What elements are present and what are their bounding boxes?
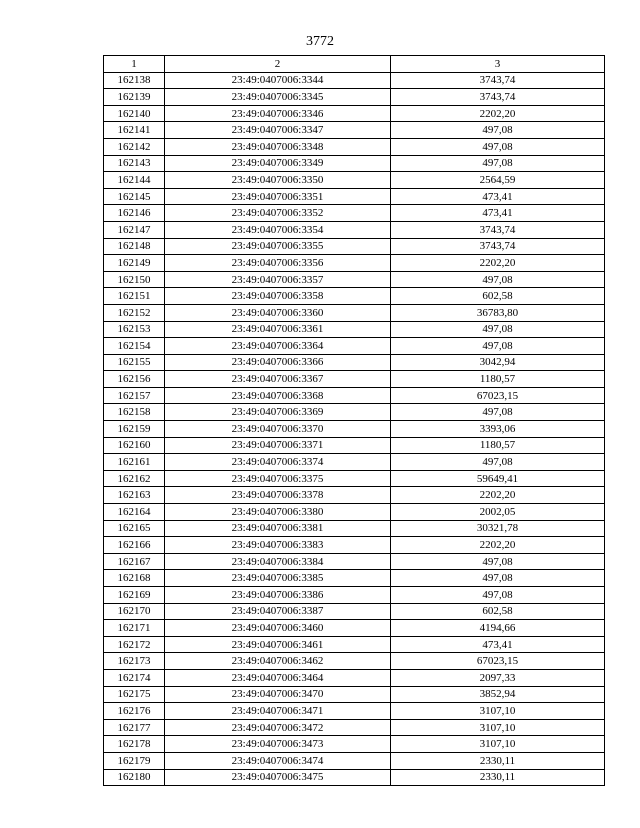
cadastral-number-cell: 23:49:0407006:3367 [165, 371, 391, 388]
cadastral-number-cell: 23:49:0407006:3358 [165, 288, 391, 305]
value-cell: 2097,33 [391, 669, 605, 686]
value-cell: 2002,05 [391, 504, 605, 521]
row-number-cell: 162171 [104, 620, 165, 637]
cadastral-number-cell: 23:49:0407006:3460 [165, 620, 391, 637]
value-cell: 3393,06 [391, 421, 605, 438]
value-cell: 3743,74 [391, 221, 605, 238]
row-number-cell: 162138 [104, 72, 165, 89]
table-row [104, 454, 605, 471]
value-cell: 497,08 [391, 587, 605, 604]
header-cell-value: 3 [391, 56, 605, 73]
cadastral-number-cell: 23:49:0407006:3360 [165, 304, 391, 321]
table-row [104, 587, 605, 604]
table-row [104, 520, 605, 537]
table-row [104, 221, 605, 238]
cadastral-number-cell: 23:49:0407006:3368 [165, 387, 391, 404]
value-cell: 497,08 [391, 138, 605, 155]
table-row [104, 155, 605, 172]
table-row [104, 570, 605, 587]
cadastral-number-cell: 23:49:0407006:3462 [165, 653, 391, 670]
row-number-cell: 162179 [104, 752, 165, 769]
value-cell: 497,08 [391, 404, 605, 421]
cadastral-number-cell: 23:49:0407006:3366 [165, 354, 391, 371]
row-number-cell: 162176 [104, 703, 165, 720]
row-number-cell: 162163 [104, 487, 165, 504]
cadastral-number-cell: 23:49:0407006:3344 [165, 72, 391, 89]
cadastral-number-cell: 23:49:0407006:3371 [165, 437, 391, 454]
cadastral-number-cell: 23:49:0407006:3369 [165, 404, 391, 421]
value-cell: 2330,11 [391, 752, 605, 769]
table-row [104, 686, 605, 703]
row-number-cell: 162151 [104, 288, 165, 305]
row-number-cell: 162149 [104, 255, 165, 272]
row-number-cell: 162148 [104, 238, 165, 255]
row-number-cell: 162154 [104, 338, 165, 355]
cadastral-number-cell: 23:49:0407006:3473 [165, 736, 391, 753]
cadastral-number-cell: 23:49:0407006:3475 [165, 769, 391, 786]
table-row [104, 470, 605, 487]
cadastral-number-cell: 23:49:0407006:3361 [165, 321, 391, 338]
value-cell: 59649,41 [391, 470, 605, 487]
value-cell: 67023,15 [391, 387, 605, 404]
registry-table-body [104, 56, 605, 786]
table-row [104, 537, 605, 554]
cadastral-number-cell: 23:49:0407006:3357 [165, 271, 391, 288]
table-row [104, 620, 605, 637]
cadastral-number-cell: 23:49:0407006:3346 [165, 105, 391, 122]
value-cell: 1180,57 [391, 371, 605, 388]
row-number-cell: 162156 [104, 371, 165, 388]
table-row [104, 421, 605, 438]
table-row [104, 736, 605, 753]
cadastral-number-cell: 23:49:0407006:3370 [165, 421, 391, 438]
cadastral-number-cell: 23:49:0407006:3348 [165, 138, 391, 155]
value-cell: 3852,94 [391, 686, 605, 703]
value-cell: 3743,74 [391, 72, 605, 89]
row-number-cell: 162160 [104, 437, 165, 454]
registry-table [103, 55, 605, 786]
table-row [104, 669, 605, 686]
table-row [104, 487, 605, 504]
value-cell: 473,41 [391, 205, 605, 222]
value-cell: 2564,59 [391, 172, 605, 189]
value-cell: 3743,74 [391, 238, 605, 255]
table-row [104, 89, 605, 106]
row-number-cell: 162144 [104, 172, 165, 189]
value-cell: 3107,10 [391, 719, 605, 736]
row-number-cell: 162173 [104, 653, 165, 670]
table-row [104, 188, 605, 205]
row-number-cell: 162159 [104, 421, 165, 438]
value-cell: 2202,20 [391, 255, 605, 272]
value-cell: 1180,57 [391, 437, 605, 454]
table-row [104, 238, 605, 255]
table-row [104, 387, 605, 404]
table-row [104, 105, 605, 122]
value-cell: 497,08 [391, 454, 605, 471]
cadastral-number-cell: 23:49:0407006:3354 [165, 221, 391, 238]
value-cell: 497,08 [391, 271, 605, 288]
header-cell-number: 1 [104, 56, 165, 73]
row-number-cell: 162145 [104, 188, 165, 205]
value-cell: 2330,11 [391, 769, 605, 786]
value-cell: 67023,15 [391, 653, 605, 670]
table-row [104, 437, 605, 454]
row-number-cell: 162143 [104, 155, 165, 172]
row-number-cell: 162141 [104, 122, 165, 139]
row-number-cell: 162158 [104, 404, 165, 421]
table-row [104, 72, 605, 89]
cadastral-number-cell: 23:49:0407006:3374 [165, 454, 391, 471]
row-number-cell: 162142 [104, 138, 165, 155]
value-cell: 602,58 [391, 603, 605, 620]
cadastral-number-cell: 23:49:0407006:3378 [165, 487, 391, 504]
cadastral-number-cell: 23:49:0407006:3384 [165, 553, 391, 570]
value-cell: 2202,20 [391, 487, 605, 504]
row-number-cell: 162175 [104, 686, 165, 703]
page-number: 3772 [306, 34, 334, 49]
table-row [104, 553, 605, 570]
row-number-cell: 162153 [104, 321, 165, 338]
table-row [104, 719, 605, 736]
row-number-cell: 162140 [104, 105, 165, 122]
cadastral-number-cell: 23:49:0407006:3356 [165, 255, 391, 272]
cadastral-number-cell: 23:49:0407006:3385 [165, 570, 391, 587]
cadastral-number-cell: 23:49:0407006:3474 [165, 752, 391, 769]
cadastral-number-cell: 23:49:0407006:3461 [165, 636, 391, 653]
table-row [104, 371, 605, 388]
table-row [104, 172, 605, 189]
value-cell: 497,08 [391, 570, 605, 587]
cadastral-number-cell: 23:49:0407006:3347 [165, 122, 391, 139]
header-cell-cadastral-number: 2 [165, 56, 391, 73]
cadastral-number-cell: 23:49:0407006:3471 [165, 703, 391, 720]
row-number-cell: 162177 [104, 719, 165, 736]
value-cell: 3107,10 [391, 736, 605, 753]
cadastral-number-cell: 23:49:0407006:3386 [165, 587, 391, 604]
table-row [104, 769, 605, 786]
table-row [104, 138, 605, 155]
value-cell: 497,08 [391, 321, 605, 338]
row-number-cell: 162170 [104, 603, 165, 620]
value-cell: 497,08 [391, 553, 605, 570]
cadastral-number-cell: 23:49:0407006:3352 [165, 205, 391, 222]
table-row [104, 752, 605, 769]
cadastral-number-cell: 23:49:0407006:3472 [165, 719, 391, 736]
table-row [104, 304, 605, 321]
table-row [104, 354, 605, 371]
row-number-cell: 162157 [104, 387, 165, 404]
header-row [104, 56, 605, 73]
row-number-cell: 162152 [104, 304, 165, 321]
row-number-cell: 162161 [104, 454, 165, 471]
table-row [104, 255, 605, 272]
value-cell: 2202,20 [391, 105, 605, 122]
row-number-cell: 162168 [104, 570, 165, 587]
row-number-cell: 162155 [104, 354, 165, 371]
table-row [104, 321, 605, 338]
value-cell: 497,08 [391, 122, 605, 139]
row-number-cell: 162178 [104, 736, 165, 753]
row-number-cell: 162174 [104, 669, 165, 686]
value-cell: 3042,94 [391, 354, 605, 371]
value-cell: 473,41 [391, 636, 605, 653]
table-row [104, 636, 605, 653]
row-number-cell: 162139 [104, 89, 165, 106]
value-cell: 473,41 [391, 188, 605, 205]
cadastral-number-cell: 23:49:0407006:3350 [165, 172, 391, 189]
table-row [104, 603, 605, 620]
value-cell: 36783,80 [391, 304, 605, 321]
cadastral-number-cell: 23:49:0407006:3351 [165, 188, 391, 205]
table-row [104, 122, 605, 139]
cadastral-number-cell: 23:49:0407006:3349 [165, 155, 391, 172]
row-number-cell: 162146 [104, 205, 165, 222]
value-cell: 497,08 [391, 155, 605, 172]
row-number-cell: 162172 [104, 636, 165, 653]
cadastral-number-cell: 23:49:0407006:3383 [165, 537, 391, 554]
cadastral-number-cell: 23:49:0407006:3375 [165, 470, 391, 487]
table-row [104, 504, 605, 521]
table-row [104, 288, 605, 305]
cadastral-number-cell: 23:49:0407006:3381 [165, 520, 391, 537]
row-number-cell: 162180 [104, 769, 165, 786]
table-row [104, 703, 605, 720]
value-cell: 3743,74 [391, 89, 605, 106]
value-cell: 3107,10 [391, 703, 605, 720]
value-cell: 30321,78 [391, 520, 605, 537]
cadastral-number-cell: 23:49:0407006:3387 [165, 603, 391, 620]
cadastral-number-cell: 23:49:0407006:3345 [165, 89, 391, 106]
row-number-cell: 162162 [104, 470, 165, 487]
table-row [104, 205, 605, 222]
row-number-cell: 162169 [104, 587, 165, 604]
value-cell: 4194,66 [391, 620, 605, 637]
table-row [104, 404, 605, 421]
value-cell: 497,08 [391, 338, 605, 355]
row-number-cell: 162150 [104, 271, 165, 288]
row-number-cell: 162164 [104, 504, 165, 521]
table-row [104, 653, 605, 670]
row-number-cell: 162167 [104, 553, 165, 570]
table-row [104, 338, 605, 355]
cadastral-number-cell: 23:49:0407006:3380 [165, 504, 391, 521]
row-number-cell: 162147 [104, 221, 165, 238]
table-row [104, 271, 605, 288]
cadastral-number-cell: 23:49:0407006:3470 [165, 686, 391, 703]
row-number-cell: 162165 [104, 520, 165, 537]
value-cell: 2202,20 [391, 537, 605, 554]
value-cell: 602,58 [391, 288, 605, 305]
cadastral-number-cell: 23:49:0407006:3464 [165, 669, 391, 686]
cadastral-number-cell: 23:49:0407006:3364 [165, 338, 391, 355]
row-number-cell: 162166 [104, 537, 165, 554]
cadastral-number-cell: 23:49:0407006:3355 [165, 238, 391, 255]
